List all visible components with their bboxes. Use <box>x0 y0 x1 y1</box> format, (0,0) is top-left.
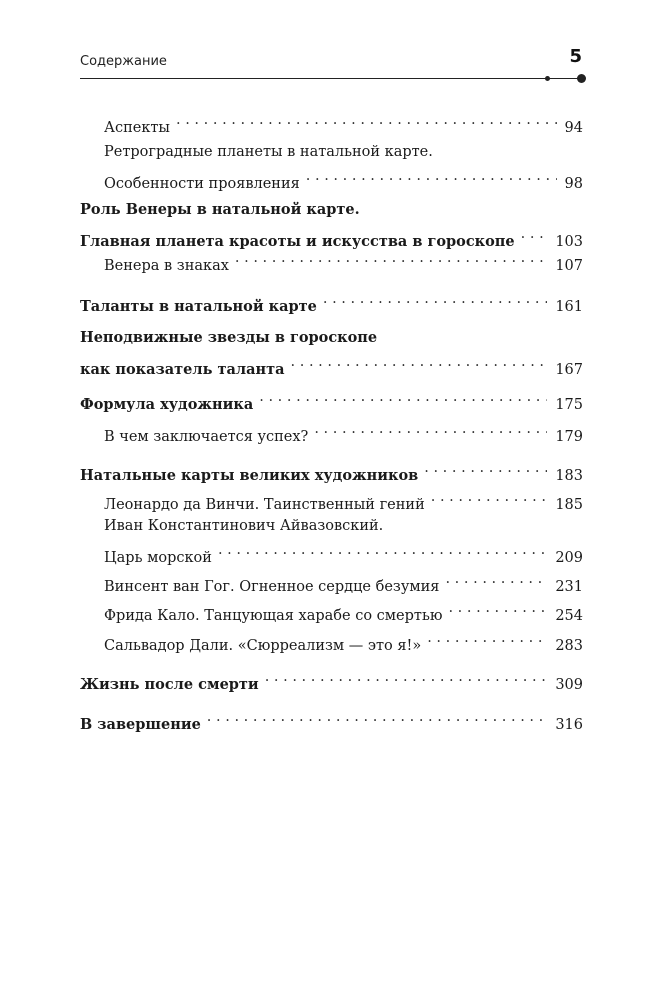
dot-leader <box>235 246 547 270</box>
toc-entry-title: Винсент ван Гог. Огненное сердце безумия <box>104 579 440 595</box>
dot-leader <box>323 287 547 311</box>
toc-page-number: 309 <box>555 677 583 693</box>
toc-entry[interactable] <box>104 417 583 449</box>
toc-entry-title: Натальные карты великих художников <box>80 467 419 484</box>
toc-entry-title: Леонардо да Винчи. Таинственный гений <box>104 497 425 513</box>
toc-entry-title: Неподвижные звезды в гороскопе <box>80 329 378 346</box>
dot-leader <box>448 596 547 620</box>
toc-entry[interactable] <box>104 596 583 628</box>
toc-page-number: 185 <box>555 497 583 513</box>
toc-page-number: 167 <box>555 362 583 378</box>
toc-page-number: 209 <box>555 550 583 566</box>
header-rule <box>80 78 583 79</box>
toc-entry[interactable] <box>104 108 583 140</box>
dot-leader <box>431 485 548 509</box>
toc-entry[interactable] <box>104 246 583 278</box>
toc-page-number: 316 <box>555 717 583 733</box>
toc-entry[interactable] <box>104 626 583 658</box>
rule-dot-large <box>577 74 586 83</box>
dot-leader <box>265 665 548 689</box>
toc-entry-title: Фрида Кало. Танцующая харабе со смертью <box>104 608 443 624</box>
dot-leader <box>445 567 547 591</box>
toc-entry[interactable] <box>80 326 583 382</box>
toc-entry-title: Жизнь после смерти <box>80 676 259 693</box>
toc-entry-title: Особенности проявления <box>104 176 300 192</box>
toc-entry-title: Венера в знаках <box>104 258 229 274</box>
page-number: 5 <box>569 46 582 67</box>
toc-page-number: 94 <box>564 120 583 136</box>
dot-leader <box>521 222 548 246</box>
toc-entry-title: Таланты в натальной карте <box>80 298 317 315</box>
toc-entry[interactable] <box>104 140 583 196</box>
toc-entry-title: Главная планета красоты и искусства в гороскопе <box>80 233 515 250</box>
dot-leader <box>259 385 547 409</box>
toc-entry-title: Сальвадор Дали. «Сюрреализм — это я!» <box>104 638 422 654</box>
dot-leader <box>291 350 548 374</box>
toc-entry[interactable] <box>104 485 583 517</box>
dot-leader <box>314 417 547 441</box>
page-header <box>80 46 585 82</box>
toc-entry[interactable] <box>80 705 583 737</box>
toc-entry[interactable] <box>104 567 583 599</box>
toc-entry-title: Аспекты <box>104 120 170 136</box>
toc-entry-title: как показатель таланта <box>80 361 285 378</box>
toc-entry-title: В чем заключается успех? <box>104 429 309 445</box>
toc-page-number: 183 <box>555 468 583 484</box>
toc-entry[interactable] <box>80 287 583 319</box>
toc-page-number: 107 <box>555 258 583 274</box>
toc-page-number: 283 <box>555 638 583 654</box>
toc-entry-title: Формула художника <box>80 396 254 413</box>
toc-page-number: 254 <box>555 608 583 624</box>
toc-page-number: 98 <box>564 176 583 192</box>
toc-page-number: 175 <box>555 397 583 413</box>
dot-leader <box>424 456 547 480</box>
dot-leader <box>218 538 547 562</box>
rule-dot-small <box>545 76 550 81</box>
toc-entry-title: Ретроградные планеты в натальной карте. <box>104 144 433 160</box>
toc-page-number: 103 <box>555 234 583 250</box>
toc-entry[interactable] <box>80 665 583 697</box>
toc-page-number: 231 <box>555 579 583 595</box>
toc-page-number: 179 <box>555 429 583 445</box>
dot-leader <box>176 108 557 132</box>
running-head-title: Содержание <box>80 54 167 69</box>
toc-entry-title: В завершение <box>80 716 201 733</box>
dot-leader <box>207 705 548 729</box>
toc-entry[interactable] <box>80 385 583 417</box>
toc-entry[interactable] <box>80 456 583 488</box>
toc-entry-title: Иван Константинович Айвазовский. <box>104 518 384 534</box>
toc-entry[interactable] <box>104 514 583 570</box>
toc-entry-title: Царь морской <box>104 550 212 566</box>
dot-leader <box>427 626 547 650</box>
dot-leader <box>306 164 557 188</box>
toc-entry-title: Роль Венеры в натальной карте. <box>80 201 360 218</box>
toc-page-number: 161 <box>555 299 583 315</box>
